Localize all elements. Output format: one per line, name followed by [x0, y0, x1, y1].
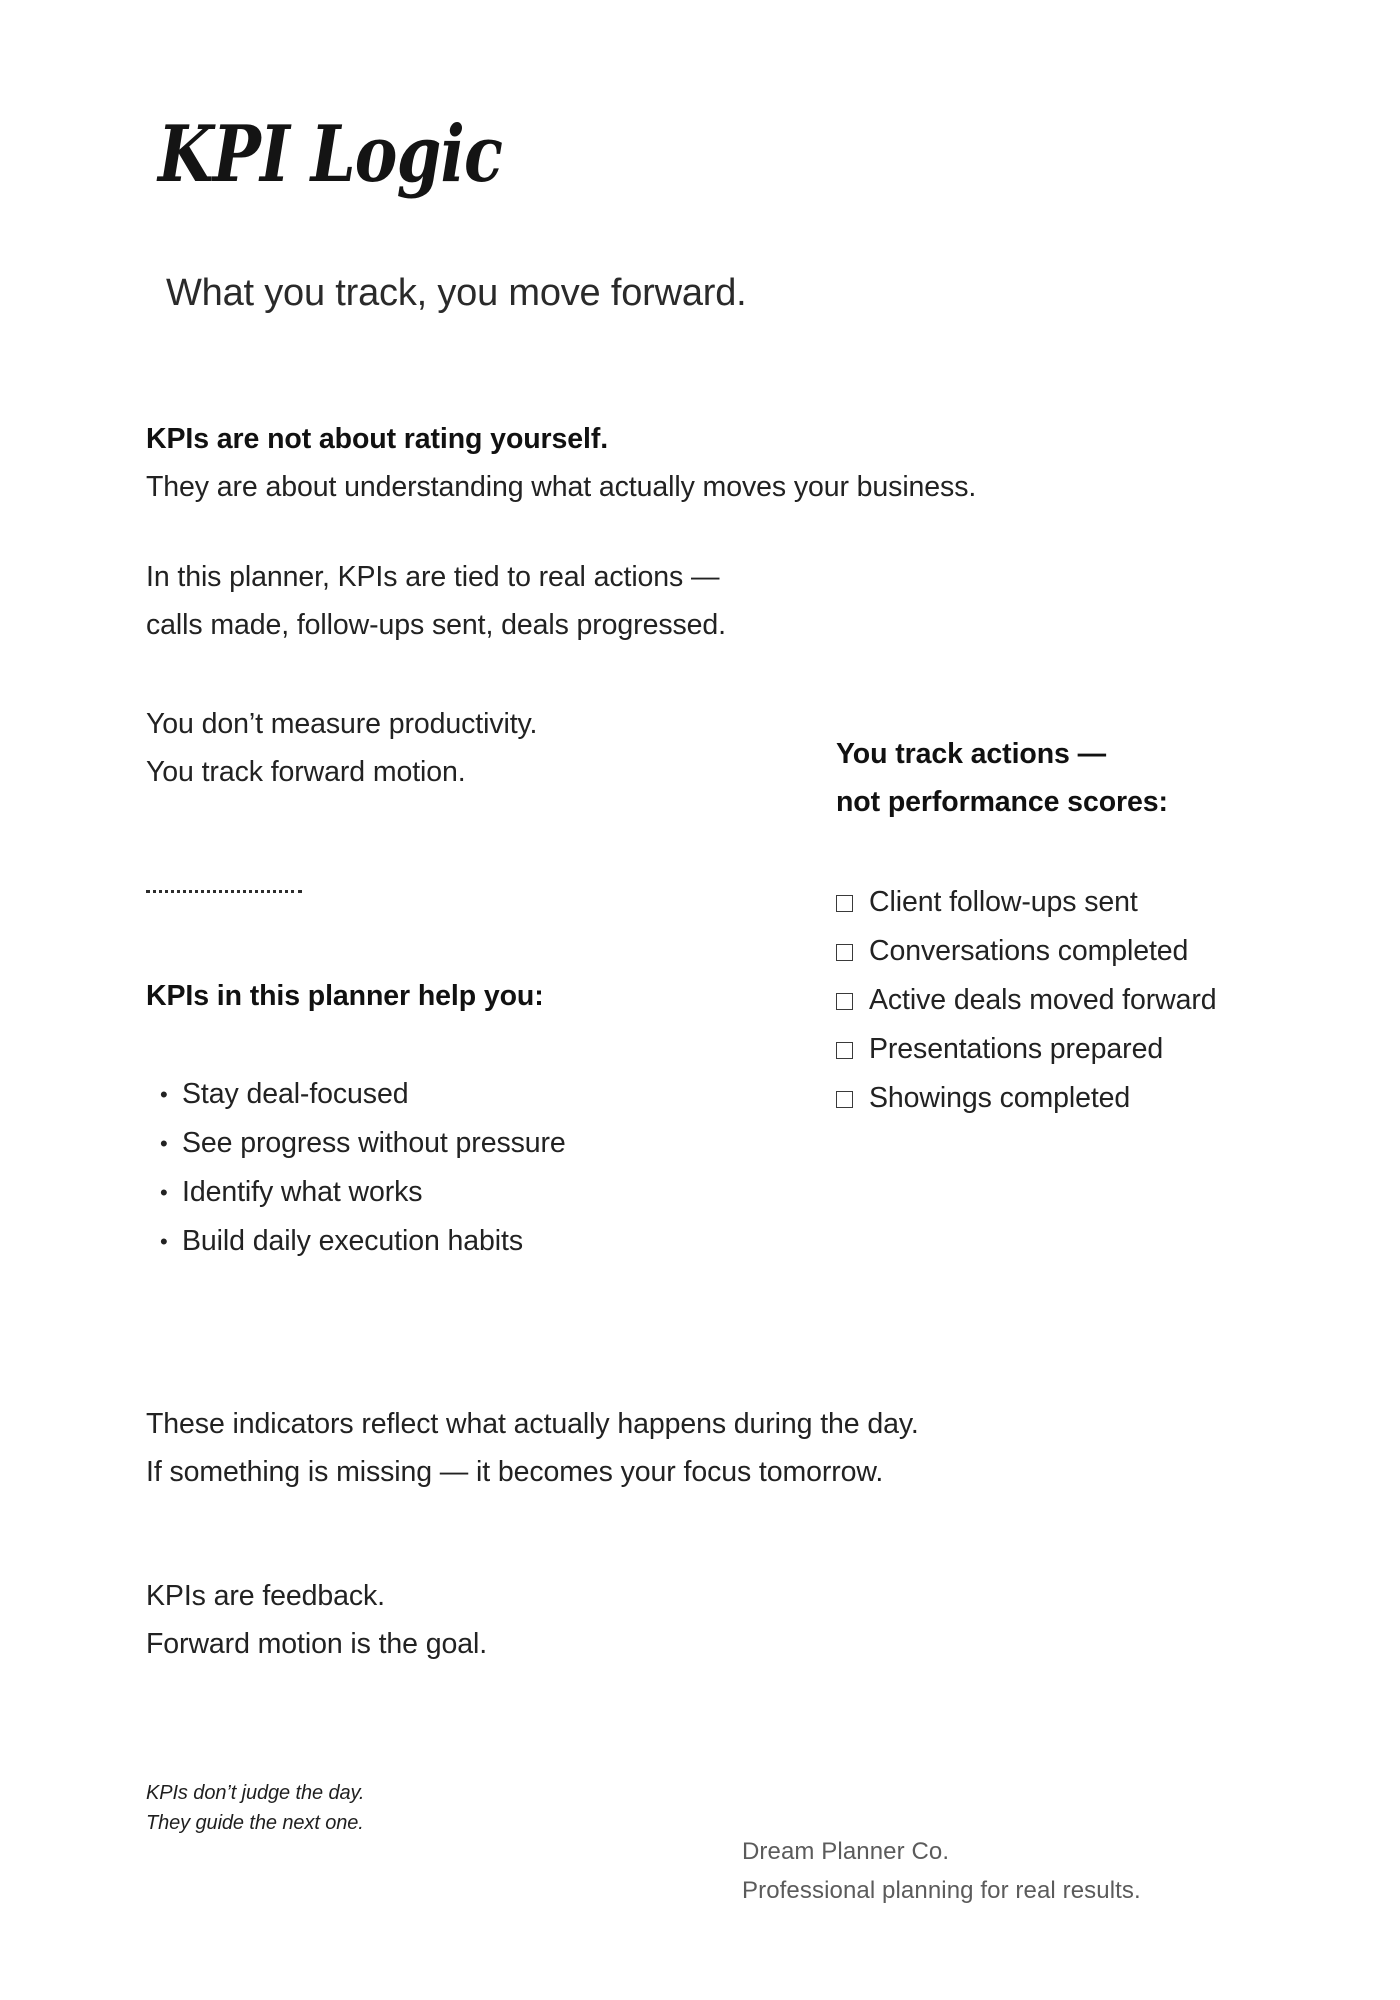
help-bullet-list — [146, 1070, 766, 1266]
checklist-item-label: Client follow-ups sent — [869, 886, 1138, 918]
list-item-label: Identify what works — [182, 1176, 423, 1208]
checkbox-icon[interactable] — [836, 1091, 853, 1108]
list-item-label: Build daily execution habits — [182, 1225, 523, 1257]
intro-line: They are about understanding what actually moves your business. — [146, 471, 977, 503]
motion-paragraph — [146, 700, 906, 796]
reflect-paragraph — [146, 1400, 1266, 1496]
list-item — [146, 1070, 766, 1119]
actions-line-1: In this planner, KPIs are tied to real actions — — [146, 561, 720, 593]
motion-line-1: You don’t measure productivity. — [146, 708, 538, 740]
bullet-icon: • — [160, 1082, 168, 1107]
actions-line-2: calls made, follow-ups sent, deals progressed. — [146, 609, 726, 641]
brand-footer — [742, 1832, 1141, 1910]
checklist-item[interactable] — [836, 1025, 1356, 1074]
reflect-line-2: If something is missing — it becomes your focus tomorrow. — [146, 1456, 884, 1488]
dotted-divider — [146, 890, 302, 893]
motion-line-2: You track forward motion. — [146, 756, 466, 788]
list-item-label: Stay deal-focused — [182, 1078, 409, 1110]
help-heading: KPIs in this planner help you: — [146, 980, 544, 1012]
brand-name: Dream Planner Co. — [742, 1838, 950, 1865]
checklist-item[interactable] — [836, 927, 1356, 976]
feedback-line-1: KPIs are feedback. — [146, 1580, 386, 1612]
brand-tagline: Professional planning for real results. — [742, 1877, 1141, 1904]
list-item — [146, 1119, 766, 1168]
page-subtitle: What you track, you move forward. — [166, 272, 747, 314]
actions-paragraph — [146, 553, 1046, 649]
checklist-item-label: Showings completed — [869, 1082, 1131, 1114]
bullet-icon: • — [160, 1229, 168, 1254]
page-title: KPI Logic — [158, 109, 503, 200]
feedback-paragraph — [146, 1572, 906, 1668]
closing-note-line-2: They guide the next one. — [146, 1812, 364, 1834]
list-item — [146, 1168, 766, 1217]
checkbox-icon[interactable] — [836, 1042, 853, 1059]
list-item — [146, 1217, 766, 1266]
reflect-line-1: These indicators reflect what actually happens during the day. — [146, 1408, 919, 1440]
track-actions-checklist — [836, 878, 1356, 1123]
bullet-icon: • — [160, 1131, 168, 1156]
checkbox-icon[interactable] — [836, 993, 853, 1010]
checklist-item[interactable] — [836, 976, 1356, 1025]
track-actions-heading — [836, 730, 1168, 826]
checklist-item[interactable] — [836, 878, 1356, 927]
checkbox-icon[interactable] — [836, 895, 853, 912]
closing-note — [146, 1778, 364, 1838]
checklist-item-label: Presentations prepared — [869, 1033, 1164, 1065]
list-item-label: See progress without pressure — [182, 1127, 566, 1159]
bullet-icon: • — [160, 1180, 168, 1205]
checkbox-icon[interactable] — [836, 944, 853, 961]
feedback-line-2: Forward motion is the goal. — [146, 1628, 488, 1660]
closing-note-line-1: KPIs don’t judge the day. — [146, 1782, 365, 1804]
checklist-item-label: Conversations completed — [869, 935, 1189, 967]
checklist-item[interactable] — [836, 1074, 1356, 1123]
intro-lead: KPIs are not about rating yourself. — [146, 423, 609, 455]
track-heading-line-2: not performance scores: — [836, 786, 1168, 818]
intro-paragraph — [146, 415, 1236, 511]
track-heading-line-1: You track actions — — [836, 738, 1106, 770]
checklist-item-label: Active deals moved forward — [869, 984, 1217, 1016]
